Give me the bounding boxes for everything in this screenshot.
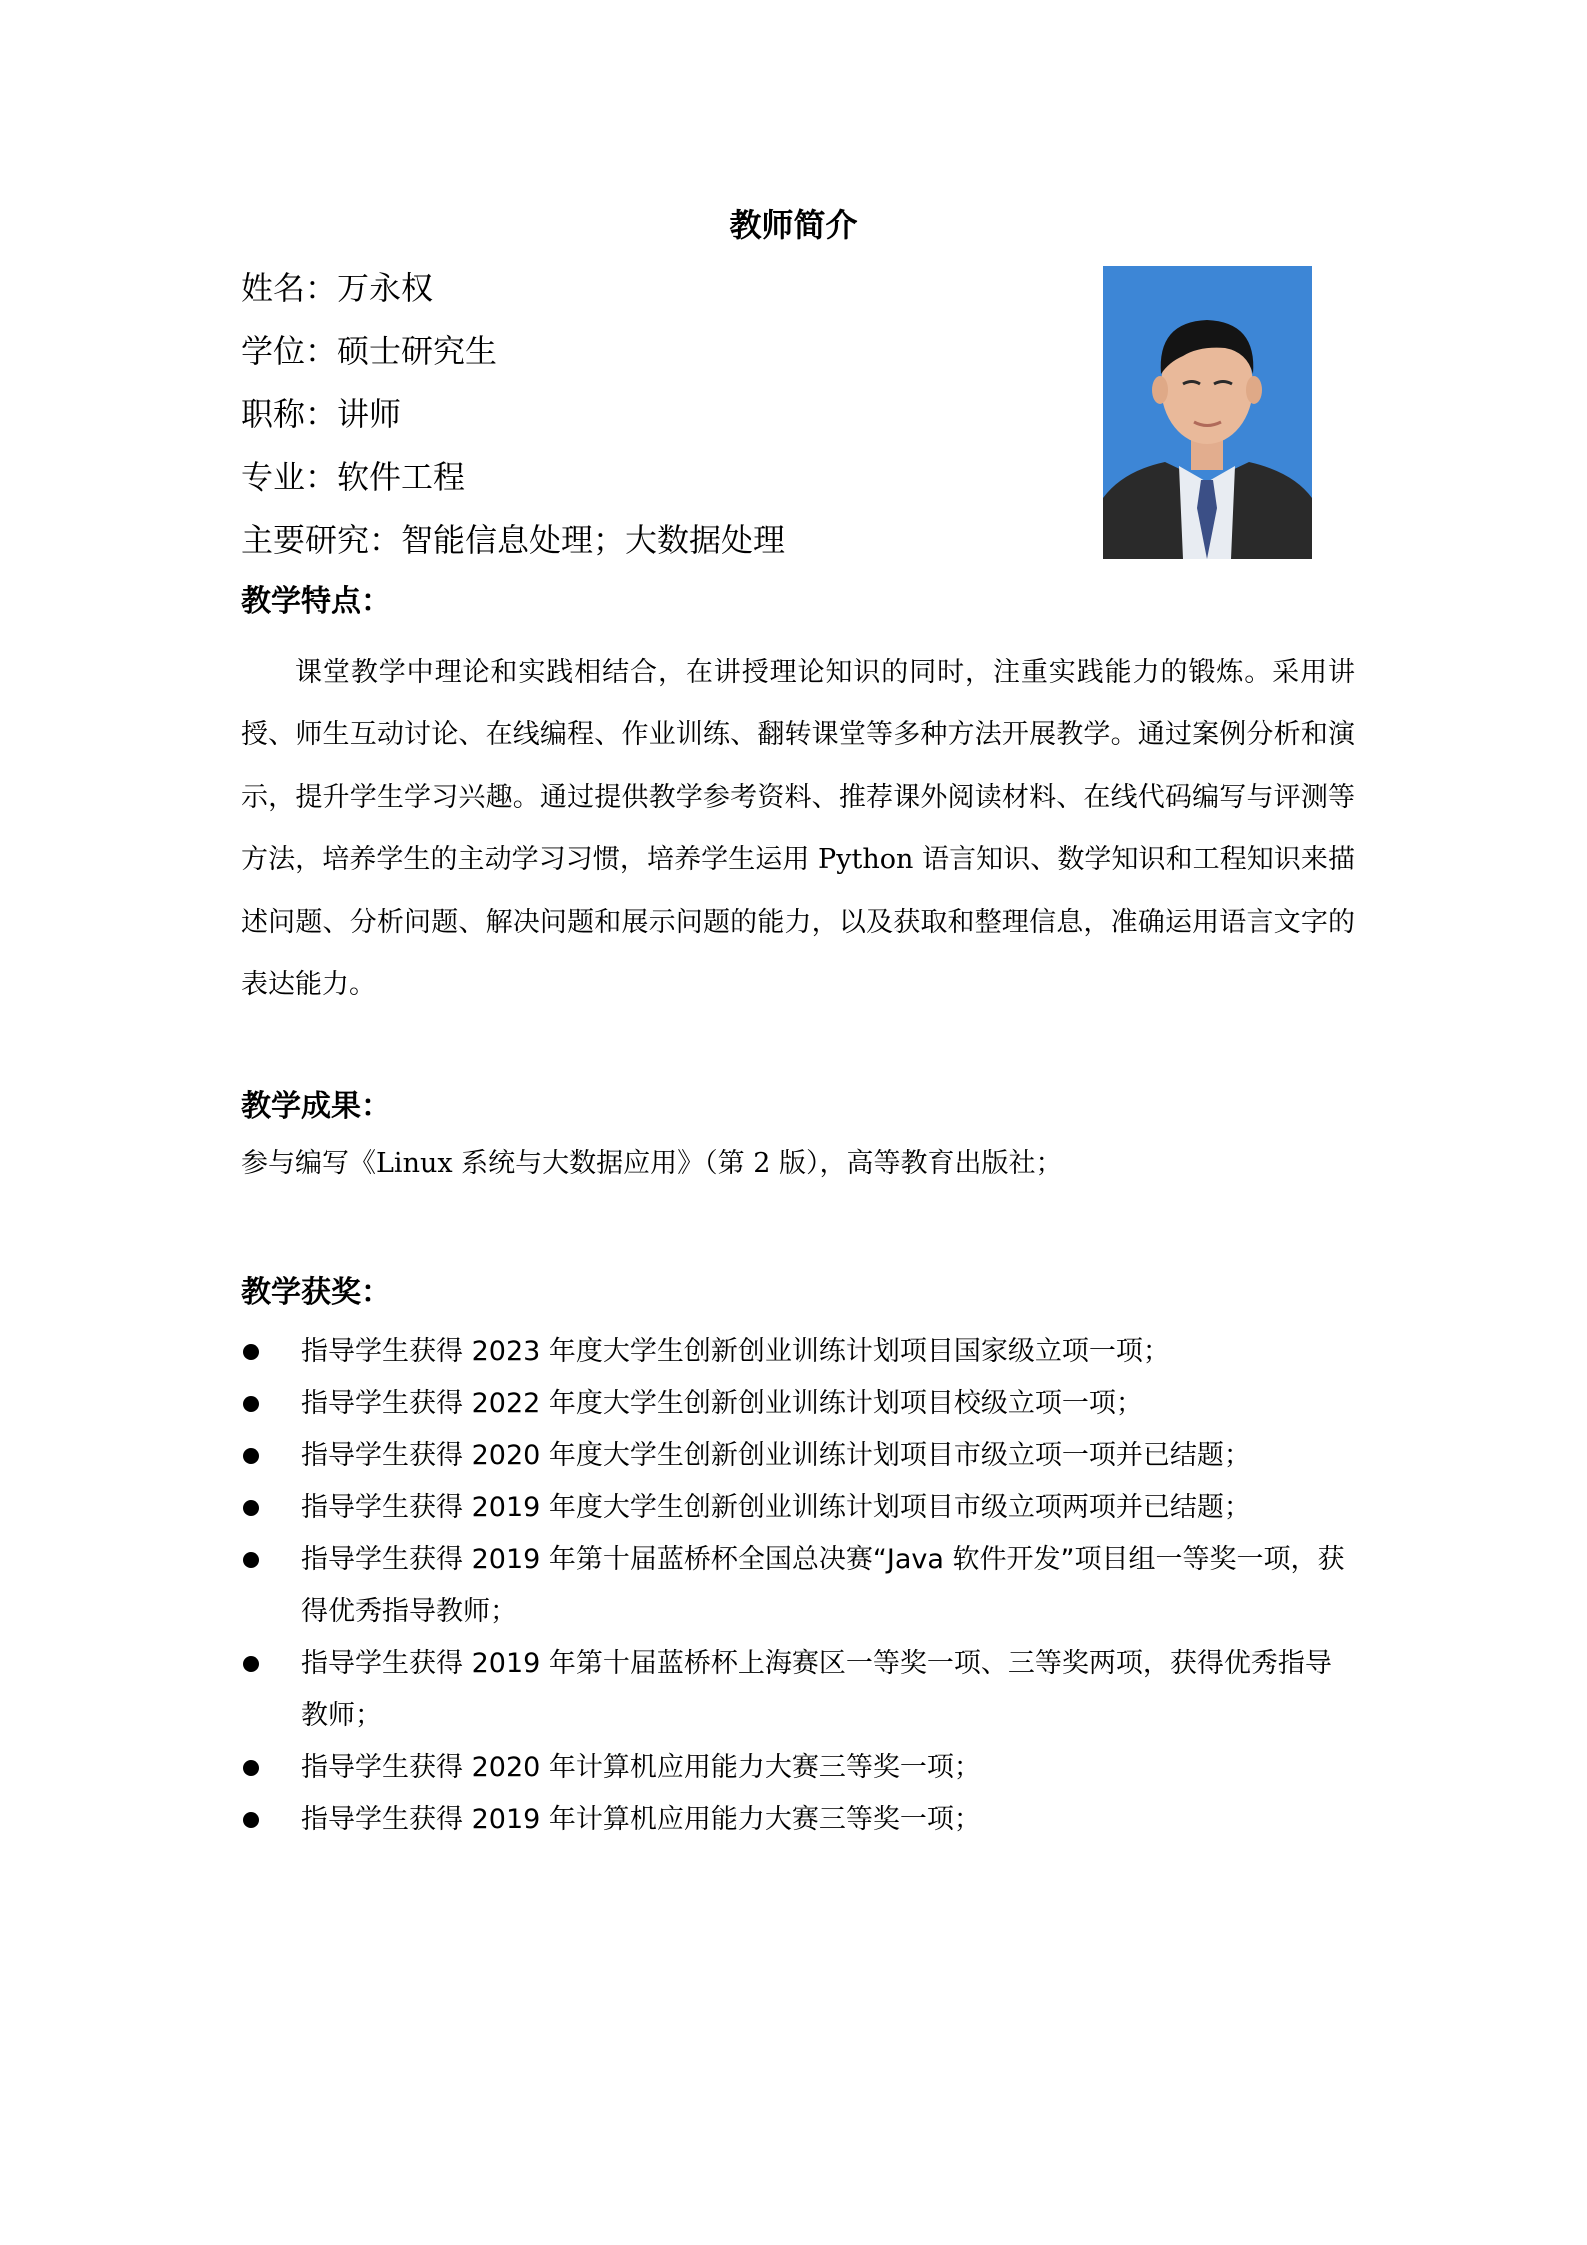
degree-line: 学位：硕士研究生 bbox=[241, 332, 498, 370]
bullet-icon bbox=[243, 1344, 259, 1360]
award-list-item bbox=[241, 1326, 1355, 1378]
award-list-item bbox=[241, 1742, 1355, 1794]
bullet-icon bbox=[243, 1448, 259, 1464]
award-text: 指导学生获得 2019 年度大学生创新创业训练计划项目市级立项两项并已结题； bbox=[301, 1492, 1251, 1523]
teaching-features-paragraph: 课堂教学中理论和实践相结合，在讲授理论知识的同时，注重实践能力的锻炼。采用讲授、师生互动讨论、在线编程、作业训练、翻转课堂等多种方法开展教学。通过案例分析和演示，提升学生学习兴趣。通过提供教学参考资料、推荐课外阅读材料、在线代码编写与评测等方法，培养学生的主动学习习惯，培养学生运用 Python 语言知识、数学知识和工程知识来描述问题、分析问题、解决问题和展示问题的能力，以及获取和整理信息，准确运用语言文字的表达能力。 bbox=[241, 657, 1355, 1001]
teaching-result-item: 参与编写《Linux 系统与大数据应用》（第 2 版），高等教育出版社； bbox=[241, 1148, 1063, 1179]
award-list-item bbox=[241, 1534, 1355, 1638]
portrait-right-ear bbox=[1246, 376, 1262, 404]
award-list-item bbox=[241, 1482, 1355, 1534]
award-text: 指导学生获得 2020 年度大学生创新创业训练计划项目市级立项一项并已结题； bbox=[301, 1440, 1251, 1471]
award-list-item bbox=[241, 1430, 1355, 1482]
teaching-features-heading: 教学特点： bbox=[241, 584, 391, 619]
research-line: 主要研究：智能信息处理；大数据处理 bbox=[241, 521, 786, 559]
bullet-icon bbox=[243, 1396, 259, 1412]
major-line: 专业：软件工程 bbox=[241, 458, 466, 496]
bullet-icon bbox=[243, 1552, 259, 1568]
bullet-icon bbox=[243, 1500, 259, 1516]
award-text: 指导学生获得 2020 年计算机应用能力大赛三等奖一项； bbox=[301, 1752, 981, 1783]
teaching-results-heading: 教学成果： bbox=[241, 1089, 391, 1124]
bullet-icon bbox=[243, 1812, 259, 1828]
award-text: 指导学生获得 2019 年计算机应用能力大赛三等奖一项； bbox=[301, 1804, 981, 1835]
teacher-portrait-photo bbox=[1103, 266, 1312, 559]
bullet-icon bbox=[243, 1656, 259, 1672]
teaching-awards-heading: 教学获奖： bbox=[241, 1275, 391, 1310]
award-text: 指导学生获得 2022 年度大学生创新创业训练计划项目校级立项一项； bbox=[301, 1388, 1143, 1419]
award-list-item bbox=[241, 1794, 1355, 1846]
portrait-illustration bbox=[1103, 266, 1312, 559]
name-line: 姓名：万永权 bbox=[241, 269, 434, 307]
award-text: 指导学生获得 2023 年度大学生创新创业训练计划项目国家级立项一项； bbox=[301, 1336, 1170, 1367]
portrait-left-ear bbox=[1152, 376, 1168, 404]
title-line: 职称：讲师 bbox=[241, 395, 402, 433]
award-text: 指导学生获得 2019 年第十届蓝桥杯全国总决赛“Java 软件开发”项目组一等奖一项，获得优秀指导教师； bbox=[301, 1544, 1345, 1627]
teaching-awards-list bbox=[241, 1326, 1355, 1846]
award-text: 指导学生获得 2019 年第十届蓝桥杯上海赛区一等奖一项、三等奖两项，获得优秀指导教师； bbox=[301, 1648, 1332, 1731]
award-list-item bbox=[241, 1378, 1355, 1430]
award-list-item bbox=[241, 1638, 1355, 1742]
bullet-icon bbox=[243, 1760, 259, 1776]
page-title: 教师简介 bbox=[729, 206, 858, 244]
